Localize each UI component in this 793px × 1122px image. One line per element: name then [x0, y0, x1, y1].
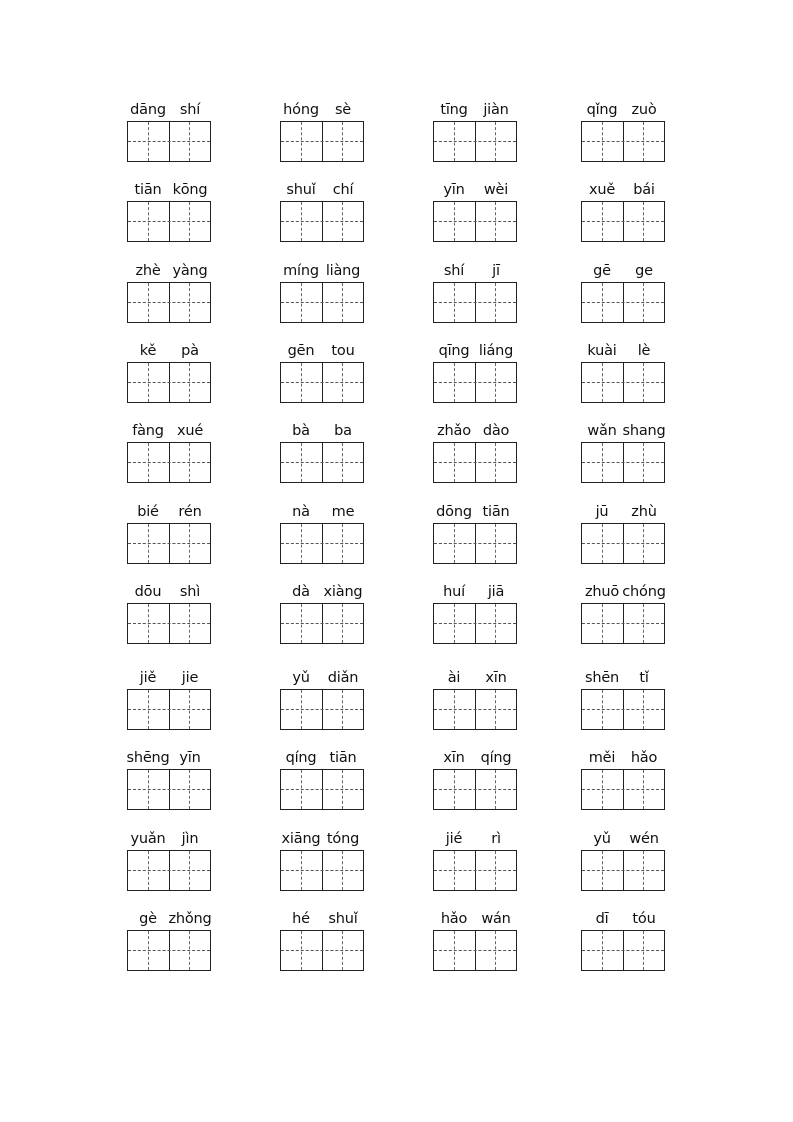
- pinyin-item: [581, 261, 665, 325]
- pinyin-line: [433, 748, 517, 768]
- pinyin-line: [581, 829, 665, 849]
- pinyin-line: [127, 180, 211, 200]
- guide-line: [281, 709, 363, 710]
- pinyin-syllable: měi: [588, 750, 616, 766]
- pinyin-syllable: tóng: [326, 831, 360, 847]
- pinyin-syllable: shí: [179, 102, 201, 118]
- pinyin-item: [280, 180, 364, 244]
- writing-grid: [280, 282, 364, 323]
- pinyin-line: [127, 829, 211, 849]
- guide-line: [128, 950, 210, 951]
- pinyin-line: [127, 502, 211, 522]
- pinyin-syllable: ài: [447, 670, 461, 686]
- writing-grid: [127, 121, 211, 162]
- guide-line: [434, 950, 516, 951]
- writing-grid: [127, 850, 211, 891]
- pinyin-item: [581, 582, 665, 646]
- guide-line: [128, 870, 210, 871]
- pinyin-item: [127, 261, 211, 325]
- pinyin-item: [127, 341, 211, 405]
- pinyin-syllable: shuǐ: [328, 911, 358, 927]
- pinyin-syllable: fàng: [132, 423, 164, 439]
- pinyin-item: [280, 100, 364, 164]
- writing-grid: [280, 689, 364, 730]
- writing-grid: [280, 442, 364, 483]
- guide-line: [128, 221, 210, 222]
- pinyin-item: [280, 909, 364, 973]
- pinyin-line: [280, 180, 364, 200]
- pinyin-syllable: tiān: [134, 182, 162, 198]
- pinyin-syllable: shuǐ: [286, 182, 316, 198]
- pinyin-item: [127, 582, 211, 646]
- guide-line: [434, 543, 516, 544]
- pinyin-syllable: wèi: [483, 182, 509, 198]
- pinyin-syllable: ge: [635, 263, 653, 279]
- guide-line: [128, 709, 210, 710]
- pinyin-item: [433, 668, 517, 732]
- writing-grid: [581, 930, 665, 971]
- pinyin-syllable: xīn: [443, 750, 465, 766]
- pinyin-syllable: rén: [178, 504, 202, 520]
- pinyin-syllable: qíng: [480, 750, 512, 766]
- pinyin-line: [581, 909, 665, 929]
- pinyin-item: [433, 502, 517, 566]
- guide-line: [434, 789, 516, 790]
- pinyin-item: [581, 909, 665, 973]
- pinyin-item: [433, 180, 517, 244]
- writing-grid: [433, 769, 517, 810]
- writing-grid: [433, 850, 517, 891]
- pinyin-line: [433, 829, 517, 849]
- pinyin-syllable: diǎn: [327, 670, 359, 686]
- guide-line: [582, 870, 664, 871]
- pinyin-line: [127, 341, 211, 361]
- pinyin-line: [433, 180, 517, 200]
- pinyin-syllable: tóu: [632, 911, 656, 927]
- guide-line: [434, 462, 516, 463]
- pinyin-syllable: jū: [595, 504, 609, 520]
- pinyin-syllable: zhè: [135, 263, 161, 279]
- writing-grid: [433, 930, 517, 971]
- pinyin-syllable: qíng: [285, 750, 317, 766]
- guide-line: [281, 623, 363, 624]
- pinyin-item: [581, 829, 665, 893]
- pinyin-syllable: bà: [292, 423, 310, 439]
- guide-line: [128, 382, 210, 383]
- pinyin-syllable: hóng: [283, 102, 319, 118]
- pinyin-syllable: gè: [139, 911, 157, 927]
- pinyin-item: [280, 502, 364, 566]
- guide-line: [582, 950, 664, 951]
- pinyin-syllable: dāng: [130, 102, 166, 118]
- pinyin-line: [581, 502, 665, 522]
- writing-grid: [433, 282, 517, 323]
- pinyin-line: [127, 668, 211, 688]
- pinyin-syllable: yīn: [443, 182, 465, 198]
- pinyin-line: [581, 180, 665, 200]
- pinyin-item: [280, 829, 364, 893]
- pinyin-syllable: zhuō: [584, 584, 620, 600]
- pinyin-line: [581, 261, 665, 281]
- guide-line: [582, 709, 664, 710]
- guide-line: [281, 870, 363, 871]
- pinyin-line: [280, 261, 364, 281]
- pinyin-syllable: liàng: [325, 263, 361, 279]
- writing-grid: [127, 282, 211, 323]
- pinyin-syllable: xīn: [485, 670, 507, 686]
- pinyin-line: [280, 100, 364, 120]
- pinyin-syllable: wán: [481, 911, 511, 927]
- pinyin-syllable: shí: [443, 263, 465, 279]
- guide-line: [281, 789, 363, 790]
- pinyin-syllable: dōng: [436, 504, 472, 520]
- pinyin-syllable: xuě: [588, 182, 616, 198]
- pinyin-syllable: ba: [334, 423, 352, 439]
- writing-grid: [127, 689, 211, 730]
- pinyin-item: [280, 261, 364, 325]
- pinyin-item: [581, 748, 665, 812]
- writing-grid: [433, 442, 517, 483]
- pinyin-line: [433, 582, 517, 602]
- guide-line: [582, 623, 664, 624]
- pinyin-syllable: dào: [482, 423, 510, 439]
- pinyin-syllable: bái: [633, 182, 655, 198]
- pinyin-syllable: jie: [181, 670, 199, 686]
- guide-line: [582, 789, 664, 790]
- pinyin-item: [127, 909, 211, 973]
- pinyin-syllable: xué: [176, 423, 204, 439]
- guide-line: [128, 789, 210, 790]
- writing-grid: [433, 121, 517, 162]
- guide-line: [281, 382, 363, 383]
- pinyin-syllable: dī: [595, 911, 609, 927]
- pinyin-item: [433, 100, 517, 164]
- pinyin-line: [433, 100, 517, 120]
- pinyin-syllable: zuò: [631, 102, 657, 118]
- pinyin-syllable: huí: [443, 584, 465, 600]
- writing-grid: [581, 850, 665, 891]
- pinyin-syllable: sè: [334, 102, 352, 118]
- pinyin-syllable: zhù: [631, 504, 657, 520]
- writing-grid: [127, 930, 211, 971]
- pinyin-item: [433, 829, 517, 893]
- pinyin-item: [581, 421, 665, 485]
- pinyin-syllable: rì: [491, 831, 501, 847]
- pinyin-syllable: shì: [179, 584, 201, 600]
- writing-grid: [581, 442, 665, 483]
- pinyin-item: [581, 668, 665, 732]
- pinyin-line: [280, 829, 364, 849]
- pinyin-syllable: míng: [283, 263, 319, 279]
- guide-line: [582, 462, 664, 463]
- writing-grid: [127, 603, 211, 644]
- pinyin-syllable: dōu: [134, 584, 162, 600]
- pinyin-syllable: nà: [292, 504, 310, 520]
- pinyin-line: [280, 909, 364, 929]
- pinyin-line: [127, 909, 211, 929]
- pinyin-item: [127, 421, 211, 485]
- guide-line: [128, 302, 210, 303]
- pinyin-syllable: kuài: [587, 343, 617, 359]
- pinyin-syllable: wǎn: [587, 423, 617, 439]
- writing-grid: [433, 689, 517, 730]
- pinyin-line: [280, 748, 364, 768]
- pinyin-line: [581, 582, 665, 602]
- pinyin-syllable: tīng: [440, 102, 468, 118]
- pinyin-item: [433, 421, 517, 485]
- writing-grid: [127, 442, 211, 483]
- pinyin-syllable: yǔ: [593, 831, 611, 847]
- writing-grid: [581, 603, 665, 644]
- writing-grid: [581, 689, 665, 730]
- pinyin-syllable: bié: [137, 504, 159, 520]
- writing-grid: [433, 201, 517, 242]
- guide-line: [434, 382, 516, 383]
- pinyin-syllable: tiān: [329, 750, 357, 766]
- pinyin-syllable: xiāng: [281, 831, 321, 847]
- writing-grid: [280, 201, 364, 242]
- pinyin-syllable: gēn: [287, 343, 315, 359]
- pinyin-item: [127, 502, 211, 566]
- pinyin-syllable: xiàng: [323, 584, 363, 600]
- pinyin-line: [433, 668, 517, 688]
- pinyin-item: [127, 748, 211, 812]
- pinyin-syllable: jiā: [487, 584, 505, 600]
- writing-grid: [280, 523, 364, 564]
- pinyin-line: [433, 341, 517, 361]
- pinyin-item: [280, 668, 364, 732]
- pinyin-item: [127, 180, 211, 244]
- guide-line: [281, 221, 363, 222]
- pinyin-syllable: kōng: [172, 182, 208, 198]
- pinyin-syllable: gē: [593, 263, 611, 279]
- pinyin-item: [433, 261, 517, 325]
- writing-grid: [127, 201, 211, 242]
- writing-grid: [280, 121, 364, 162]
- pinyin-item: [433, 582, 517, 646]
- pinyin-syllable: tiān: [482, 504, 510, 520]
- guide-line: [434, 221, 516, 222]
- pinyin-syllable: yuǎn: [130, 831, 166, 847]
- writing-grid: [581, 362, 665, 403]
- pinyin-line: [280, 421, 364, 441]
- pinyin-syllable: me: [331, 504, 355, 520]
- guide-line: [281, 462, 363, 463]
- pinyin-line: [433, 502, 517, 522]
- pinyin-syllable: jī: [492, 263, 500, 279]
- pinyin-item: [280, 341, 364, 405]
- writing-grid: [581, 201, 665, 242]
- writing-grid: [280, 603, 364, 644]
- pinyin-item: [581, 341, 665, 405]
- pinyin-syllable: shēng: [126, 750, 170, 766]
- guide-line: [434, 709, 516, 710]
- pinyin-line: [127, 421, 211, 441]
- pinyin-syllable: chí: [332, 182, 354, 198]
- pinyin-line: [127, 748, 211, 768]
- pinyin-item: [581, 180, 665, 244]
- guide-line: [281, 543, 363, 544]
- writing-grid: [280, 850, 364, 891]
- pinyin-syllable: shang: [622, 423, 666, 439]
- pinyin-syllable: hé: [292, 911, 310, 927]
- guide-line: [434, 141, 516, 142]
- pinyin-syllable: yàng: [172, 263, 208, 279]
- pinyin-syllable: qǐng: [586, 102, 618, 118]
- guide-line: [281, 950, 363, 951]
- pinyin-line: [280, 341, 364, 361]
- pinyin-item: [433, 748, 517, 812]
- pinyin-item: [280, 582, 364, 646]
- pinyin-line: [581, 748, 665, 768]
- guide-line: [582, 543, 664, 544]
- pinyin-syllable: jìn: [181, 831, 199, 847]
- pinyin-syllable: qīng: [438, 343, 470, 359]
- pinyin-item: [280, 421, 364, 485]
- pinyin-syllable: zhǒng: [168, 911, 212, 927]
- writing-grid: [280, 769, 364, 810]
- pinyin-syllable: dà: [292, 584, 310, 600]
- guide-line: [582, 141, 664, 142]
- writing-grid: [581, 282, 665, 323]
- guide-line: [434, 302, 516, 303]
- guide-line: [434, 623, 516, 624]
- writing-grid: [433, 603, 517, 644]
- pinyin-line: [581, 421, 665, 441]
- pinyin-line: [280, 582, 364, 602]
- guide-line: [582, 382, 664, 383]
- guide-line: [281, 141, 363, 142]
- writing-grid: [433, 362, 517, 403]
- guide-line: [582, 221, 664, 222]
- pinyin-line: [581, 668, 665, 688]
- writing-grid: [127, 769, 211, 810]
- writing-grid: [127, 362, 211, 403]
- pinyin-line: [581, 100, 665, 120]
- pinyin-item: [581, 100, 665, 164]
- pinyin-line: [433, 909, 517, 929]
- pinyin-line: [127, 582, 211, 602]
- pinyin-item: [127, 100, 211, 164]
- pinyin-syllable: yǔ: [292, 670, 310, 686]
- pinyin-line: [581, 341, 665, 361]
- pinyin-syllable: chóng: [622, 584, 666, 600]
- guide-line: [128, 623, 210, 624]
- pinyin-syllable: yīn: [179, 750, 201, 766]
- pinyin-line: [280, 502, 364, 522]
- pinyin-item: [581, 502, 665, 566]
- pinyin-syllable: tou: [331, 343, 355, 359]
- pinyin-syllable: hǎo: [630, 750, 658, 766]
- pinyin-syllable: jiàn: [483, 102, 509, 118]
- pinyin-syllable: lè: [637, 343, 651, 359]
- guide-line: [281, 302, 363, 303]
- pinyin-line: [127, 100, 211, 120]
- pinyin-syllable: jié: [445, 831, 463, 847]
- pinyin-syllable: kě: [139, 343, 157, 359]
- pinyin-syllable: wén: [629, 831, 659, 847]
- pinyin-syllable: liáng: [478, 343, 514, 359]
- pinyin-line: [280, 668, 364, 688]
- guide-line: [582, 302, 664, 303]
- pinyin-item: [433, 341, 517, 405]
- writing-grid: [127, 523, 211, 564]
- guide-line: [128, 462, 210, 463]
- writing-grid: [581, 121, 665, 162]
- writing-grid: [581, 523, 665, 564]
- writing-grid: [280, 930, 364, 971]
- guide-line: [434, 870, 516, 871]
- pinyin-item: [280, 748, 364, 812]
- pinyin-line: [433, 261, 517, 281]
- pinyin-syllable: pà: [181, 343, 199, 359]
- pinyin-item: [127, 829, 211, 893]
- writing-grid: [433, 523, 517, 564]
- pinyin-syllable: zhǎo: [437, 423, 471, 439]
- pinyin-syllable: shēn: [584, 670, 620, 686]
- pinyin-line: [127, 261, 211, 281]
- writing-grid: [581, 769, 665, 810]
- pinyin-syllable: tǐ: [639, 670, 649, 686]
- pinyin-syllable: hǎo: [440, 911, 468, 927]
- pinyin-item: [127, 668, 211, 732]
- pinyin-syllable: jiě: [139, 670, 157, 686]
- pinyin-item: [433, 909, 517, 973]
- pinyin-line: [433, 421, 517, 441]
- writing-grid: [280, 362, 364, 403]
- guide-line: [128, 543, 210, 544]
- guide-line: [128, 141, 210, 142]
